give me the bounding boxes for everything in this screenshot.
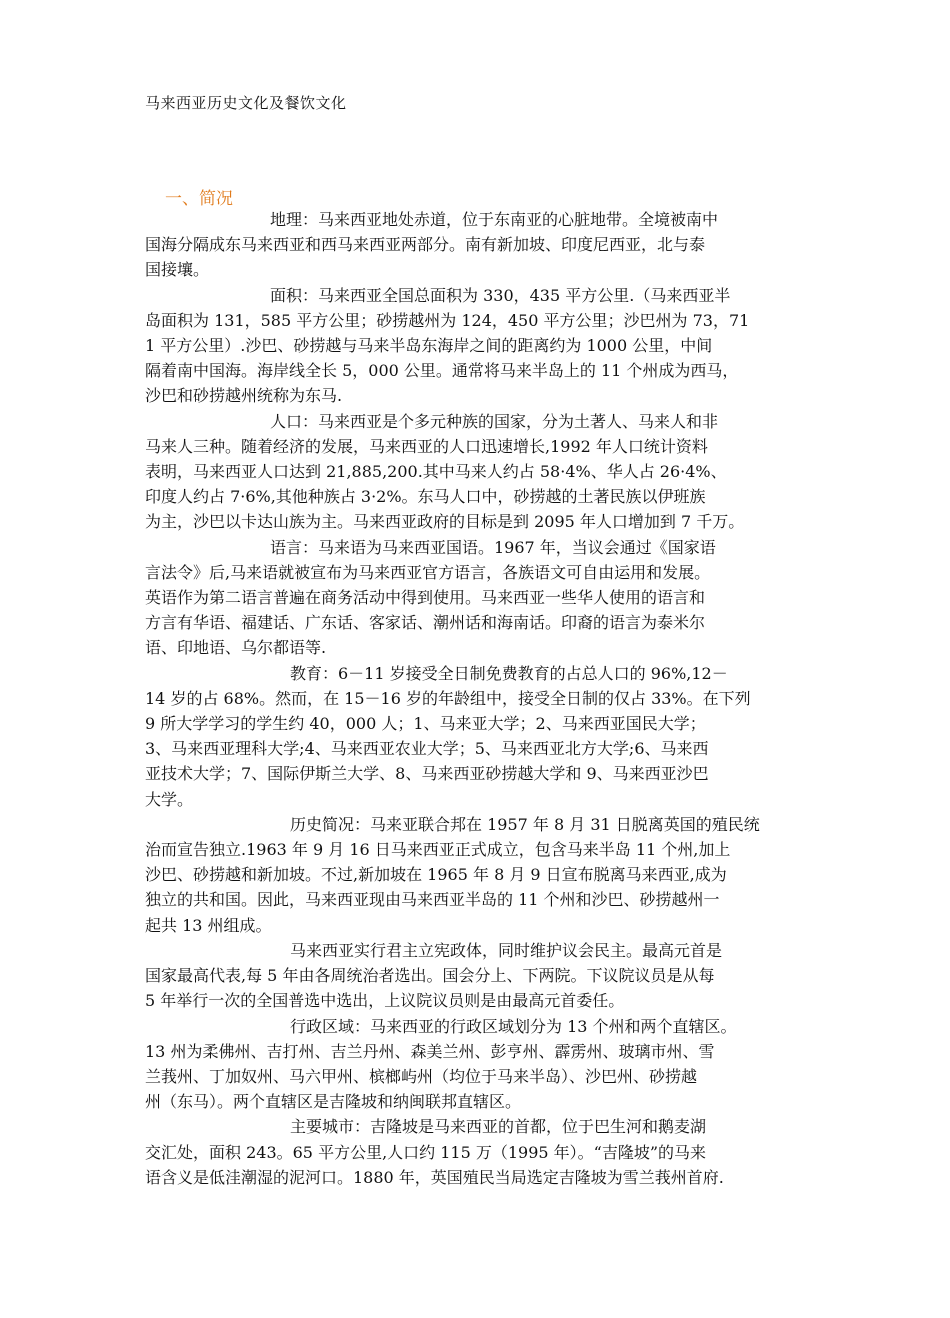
paragraph-line: 历史简况：马来亚联合邦在 1957 年 8 月 31 日脱离英国的殖民统 xyxy=(290,814,760,834)
paragraph-line: 行政区域：马来西亚的行政区域划分为 13 个州和两个直辖区。 xyxy=(290,1016,737,1036)
paragraph-line: 英语作为第二语言普遍在商务活动中得到使用。马来西亚一些华人使用的语言和 xyxy=(145,588,706,608)
paragraph-line: 隔着南中国海。海岸线全长 5，000 公里。通常将马来半岛上的 11 个州成为西马， xyxy=(145,361,739,381)
paragraph-line: 起共 13 州组成。 xyxy=(145,915,272,935)
paragraph-line: 国接壤。 xyxy=(145,260,210,280)
paragraph-line: 州（东马）。两个直辖区是吉隆坡和纳闽联邦直辖区。 xyxy=(145,1092,522,1112)
paragraph xyxy=(145,812,820,938)
paragraph-line: 3、马来西亚理科大学;4、马来西亚农业大学；5、马来西亚北方大学;6、马来西 xyxy=(145,739,709,759)
paragraph-line: 表明，马来西亚人口达到 21,885,200.其中马来人约占 58·4%、华人占 26·4%、 xyxy=(145,462,727,482)
paragraph-line: 语含义是低洼潮湿的泥河口。1880 年，英国殖民当局选定吉隆坡为雪兰莪州首府. xyxy=(145,1167,724,1187)
paragraph-line: 方言有华语、福建话、广东话、客家话、潮州话和海南话。印裔的语言为泰米尔 xyxy=(145,613,706,633)
paragraph-line: 兰莪州、丁加奴州、马六甲州、槟榔屿州（均位于马来半岛）、沙巴州、砂捞越 xyxy=(145,1066,698,1086)
paragraph-line: 马来人三种。随着经济的发展，马来西亚的人口迅速增长,1992 年人口统计资料 xyxy=(145,436,708,456)
paragraph-line: 交汇处，面积 243。65 平方公里,人口约 115 万（1995 年）。“吉隆坡”的马来 xyxy=(145,1142,707,1162)
paragraph xyxy=(145,409,820,535)
paragraph-line: 独立的共和国。因此，马来西亚现由马来西亚半岛的 11 个州和沙巴、砂捞越州一 xyxy=(145,890,720,910)
paragraph-line: 印度人约占 7·6%,其他种族占 3·2%。东马人口中，砂捞越的土著民族以伊班族 xyxy=(145,487,706,507)
paragraph-line: 大学。 xyxy=(145,789,194,809)
paragraph-line: 面积：马来西亚全国总面积为 330，435 平方公里.（马来西亚半 xyxy=(270,285,731,305)
paragraph-line: 教育：6－11 岁接受全日制免费教育的占总人口的 96%,12－ xyxy=(290,663,728,683)
paragraph-line: 岛面积为 131，585 平方公里；砂捞越州为 124，450 平方公里；沙巴州为 73，71 xyxy=(145,310,750,330)
section-heading: 一、简况 xyxy=(165,189,233,209)
paragraph-line: 语、印地语、乌尔都语等. xyxy=(145,638,327,658)
paragraph-line: 主要城市：吉隆坡是马来西亚的首都，位于巴生河和鹅麦湖 xyxy=(290,1117,707,1137)
paragraph-line: 5 年举行一次的全国普选中选出，上议院议员则是由最高元首委任。 xyxy=(145,991,625,1011)
document-body xyxy=(145,207,820,1190)
paragraph-line: 沙巴、砂捞越和新加坡。不过,新加坡在 1965 年 8 月 9 日宣布脱离马来西亚,成为 xyxy=(145,865,727,885)
paragraph xyxy=(145,535,820,661)
paragraph-line: 语言：马来语为马来西亚国语。1967 年，当议会通过《国家语 xyxy=(270,537,716,557)
document-title: 马来西亚历史文化及餐饮文化 xyxy=(145,94,347,112)
paragraph xyxy=(145,938,820,1014)
paragraph-line: 1 平方公里）.沙巴、砂捞越与马来半岛东海岸之间的距离约为 1000 公里，中间 xyxy=(145,336,713,356)
paragraph-line: 言法令》后,马来语就被宣布为马来西亚官方语言，各族语文可自由运用和发展。 xyxy=(145,562,711,582)
paragraph-line: 国海分隔成东马来西亚和西马来西亚两部分。南有新加坡、印度尼西亚，北与泰 xyxy=(145,235,706,255)
paragraph xyxy=(145,207,820,283)
paragraph xyxy=(145,661,820,812)
paragraph-line: 为主，沙巴以卡达山族为主。马来西亚政府的目标是到 2095 年人口增加到 7 千万。 xyxy=(145,512,745,532)
paragraph-line: 14 岁的占 68%。然而，在 15－16 岁的年龄组中，接受全日制的仅占 33%。在下列 xyxy=(145,688,751,708)
paragraph-line: 马来西亚实行君主立宪政体，同时维护议会民主。最高元首是 xyxy=(290,940,723,960)
paragraph-line: 地理：马来西亚地处赤道，位于东南亚的心脏地带。全境被南中 xyxy=(270,210,719,229)
paragraph xyxy=(145,283,820,409)
paragraph xyxy=(145,1114,820,1190)
paragraph-line: 国家最高代表,每 5 年由各周统治者选出。国会分上、下两院。下议院议员是从每 xyxy=(145,966,715,986)
paragraph-line: 13 州为柔佛州、吉打州、吉兰丹州、森美兰州、彭亨州、霹雳州、玻璃市州、雪 xyxy=(145,1041,715,1061)
paragraph xyxy=(145,1014,820,1115)
paragraph-line: 9 所大学学习的学生约 40，000 人；1、马来亚大学；2、马来西亚国民大学； xyxy=(145,714,706,734)
paragraph-line: 沙巴和砂捞越州统称为东马. xyxy=(145,386,343,406)
paragraph-line: 人口：马来西亚是个多元种族的国家，分为土著人、马来人和非 xyxy=(270,411,719,431)
paragraph-line: 治而宣告独立.1963 年 9 月 16 日马来西亚正式成立，包含马来半岛 11 个州,加上 xyxy=(145,840,731,860)
paragraph-line: 亚技术大学；7、国际伊斯兰大学、8、马来西亚砂捞越大学和 9、马来西亚沙巴 xyxy=(145,764,709,784)
